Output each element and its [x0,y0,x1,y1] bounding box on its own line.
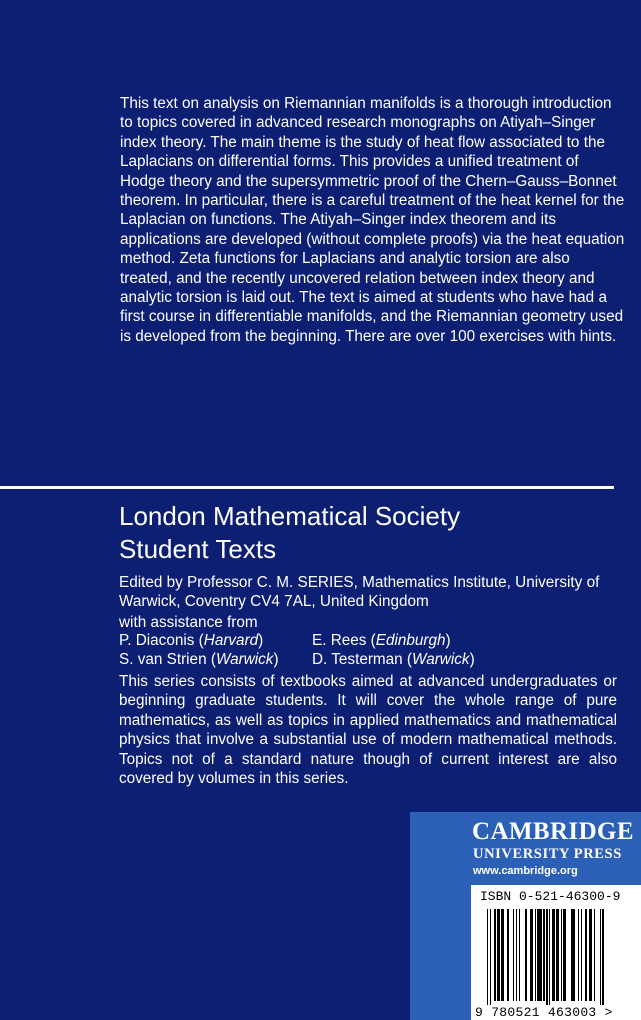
divider-rule [0,486,614,489]
assistant-row [119,631,624,650]
publisher-press: UNIVERSITY PRESS [473,846,622,862]
barcode-box [471,885,641,1020]
assistant-entry: D. Testerman (Warwick) [312,651,475,669]
publisher-panel [410,812,641,1020]
isbn-label: ISBN 0-521-46300-9 [480,889,621,904]
assistant-entry: E. Rees (Edinburgh) [312,632,451,649]
barcode-number: 9 780521 463003 > [475,1005,613,1020]
publisher-logo: CAMBRIDGE [472,818,634,845]
assistant-row [119,650,624,669]
book-blurb: This text on analysis on Riemannian manifolds is a thorough introduction to topics covered in advanced research monographs on Atiyah–Singer index theory. The main theme is the study of heat flow associated to the Laplacians on differential forms. This provides a unified treatment of Hodge theory and the supersymmetric proof of the Chern–Gauss–Bonnet theorem. In particular, there is a careful treatment of the heat kernel for the Laplacian on functions. The Atiyah–Singer index theorem and its applications are developed (without complete proofs) via the heat equation method. Zeta functions for Laplacians and analytic torsion are also treated, and the recently uncovered relation between index theory and analytic torsion is laid out. The text is aimed at students who have had a first course in differentiable manifolds, and the Riemannian geometry used is developed from the beginning. There are over 100 exercises with hints. [120,95,625,345]
assistant-list [119,631,624,670]
series-title-line2: Student Texts [119,534,277,564]
assistant-entry: S. van Strien (Warwick) [119,651,279,669]
barcode-icon [487,909,635,1005]
series-title [119,500,460,566]
assistance-heading: with assistance from [119,614,258,631]
series-description: This series consists of textbooks aimed at advanced undergraduates or beginning graduate students. It will cover the whole range of pure mathematics, as well as topics in applied mathematics and mathematical physics that involve a substantial use of modern mathematical methods. Topics not of a standard nature though of current interest are also covered by volumes in this series. [119,673,617,788]
series-title-line1: London Mathematical Society [119,501,461,531]
assistant-entry: P. Diaconis (Harvard) [119,632,264,649]
series-editor: Edited by Professor C. M. SERIES, Mathematics Institute, University of Warwick, Coventry CV4 7AL, United Kingdom [119,574,600,611]
publisher-url: www.cambridge.org [473,865,578,877]
